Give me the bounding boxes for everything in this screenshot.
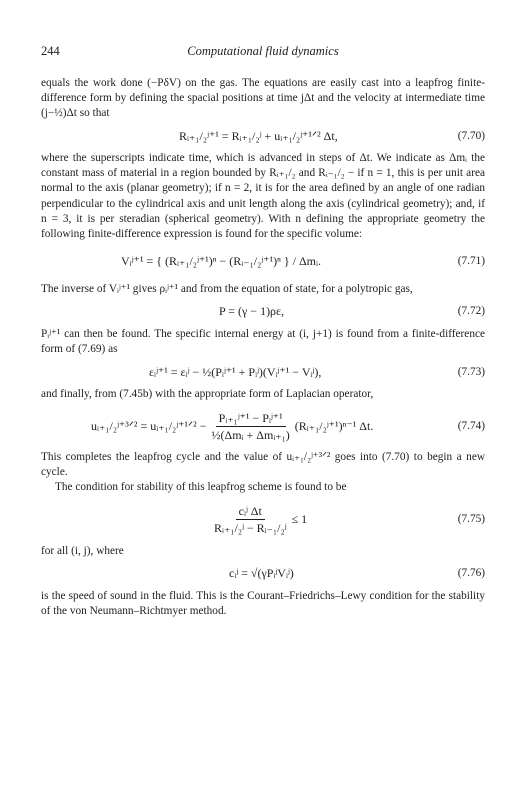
equation-7-74-denominator: ½(Δmᵢ + Δmᵢ₊₁) bbox=[211, 427, 290, 442]
paragraph-3: The inverse of Vᵢʲ⁺¹ gives ρᵢʲ⁺¹ and from the equation of state, for a polytropic gas, bbox=[41, 282, 413, 295]
equation-7-75-number: (7.75) bbox=[457, 512, 485, 525]
equation-7-74-lhs: uᵢ₊₁/₂ʲ⁺³ᐟ² = uᵢ₊₁/₂ʲ⁺¹ᐟ² − bbox=[91, 418, 207, 433]
equation-7-71-number: (7.71) bbox=[457, 255, 485, 268]
paragraph-4: Pᵢʲ⁺¹ can then be found. The specific internal energy at (i, j+1) is found from a finite-difference form of (7.69) as bbox=[41, 327, 485, 356]
page-number: 244 bbox=[41, 44, 60, 58]
equation-7-70-expression: Rᵢ₊₁/₂ʲ⁺¹ = Rᵢ₊₁/₂ʲ + uᵢ₊₁/₂ʲ⁺¹ᐟ² Δt, bbox=[179, 128, 338, 143]
equation-7-75-rhs: ≤ 1 bbox=[291, 511, 308, 526]
equation-7-73-expression: εᵢʲ⁺¹ = εᵢʲ − ½(Pᵢʲ⁺¹ + Pᵢʲ)(Vᵢʲ⁺¹ − Vᵢʲ), bbox=[149, 364, 322, 379]
paragraph-5: and finally, from (7.45b) with the appropriate form of Laplacian operator, bbox=[41, 388, 374, 401]
paragraph-6: This completes the leapfrog cycle and the value of uᵢ₊₁/₂ʲ⁺³ᐟ² goes into (7.70) to begin a new cycle. bbox=[41, 451, 485, 479]
paragraph-2: where the superscripts indicate time, which is advanced in steps of Δt. We indicate as Δmᵢ the constant mass of material in a region bounded by Rᵢ₊₁/₂ and Rᵢ₋₁/₂ − if n = 1, this is per unit area normal to the axis (planar geometry); if n = 2, it is for the area defined by an angle of one radian perpendicular to the cylindrical axis and unit length along the axis (cylindrical geometry); and, if n = 3, it is per steradian (spherical geometry). With n defining the appropriate geometry the following finite-difference expression is found for the specific volume: bbox=[41, 152, 485, 240]
running-title: Computational fluid dynamics bbox=[187, 44, 339, 58]
running-header bbox=[41, 44, 485, 60]
equation-7-75 bbox=[41, 498, 485, 542]
paragraph-8: for all (i, j), where bbox=[41, 544, 124, 557]
equation-7-76-number: (7.76) bbox=[457, 567, 485, 580]
equation-7-73-number: (7.73) bbox=[457, 365, 485, 378]
equation-7-70-number: (7.70) bbox=[457, 129, 485, 142]
equation-7-72-expression: P = (γ − 1)ρε, bbox=[219, 304, 285, 319]
equation-7-75-fraction bbox=[211, 504, 290, 535]
equation-7-72-number: (7.72) bbox=[457, 305, 485, 318]
equation-7-74-number: (7.74) bbox=[457, 419, 485, 432]
equation-7-71-body: { (Rᵢ₊₁/₂ʲ⁺¹)ⁿ − (Rᵢ₋₁/₂ʲ⁺¹)ⁿ } / Δmᵢ. bbox=[156, 254, 321, 269]
equation-7-71-lhs: Vᵢʲ⁺¹ = bbox=[121, 254, 154, 269]
equation-7-74 bbox=[41, 404, 485, 448]
equation-7-74-rhs: (Rᵢ₊₁/₂ʲ⁺¹)ⁿ⁻¹ Δt. bbox=[294, 418, 374, 433]
equation-7-73 bbox=[41, 359, 485, 385]
paragraph-1: equals the work done (−PδV) on the gas. The equations are easily cast into a leapfrog finite-difference form by defining the spacial positions at time jΔt and the velocity at intermediate time (j−½)Δt so that bbox=[41, 77, 485, 120]
equation-7-75-numerator: cᵢʲ Δt bbox=[236, 504, 265, 520]
equation-7-75-denominator: Rᵢ₊₁/₂ʲ − Rᵢ₋₁/₂ʲ bbox=[214, 521, 287, 535]
equation-7-74-fraction bbox=[208, 411, 292, 442]
paragraph-9: is the speed of sound in the fluid. This is the Courant–Friedrichs–Lewy condition for the stability of the von Neumann–Richtmyer method. bbox=[41, 589, 485, 617]
equation-7-74-numerator: Pᵢ₊₁ʲ⁺¹ − Pᵢʲ⁺¹ bbox=[216, 411, 286, 427]
equation-7-71 bbox=[41, 244, 485, 280]
equation-7-76-expression: cᵢʲ = √(γPᵢʲVᵢʲ) bbox=[229, 566, 294, 581]
paragraph-7: The condition for stability of this leapfrog scheme is found to be bbox=[55, 481, 347, 494]
equation-7-70 bbox=[41, 123, 485, 149]
equation-7-76 bbox=[41, 561, 485, 587]
page-body bbox=[41, 76, 485, 619]
equation-7-72 bbox=[41, 299, 485, 325]
